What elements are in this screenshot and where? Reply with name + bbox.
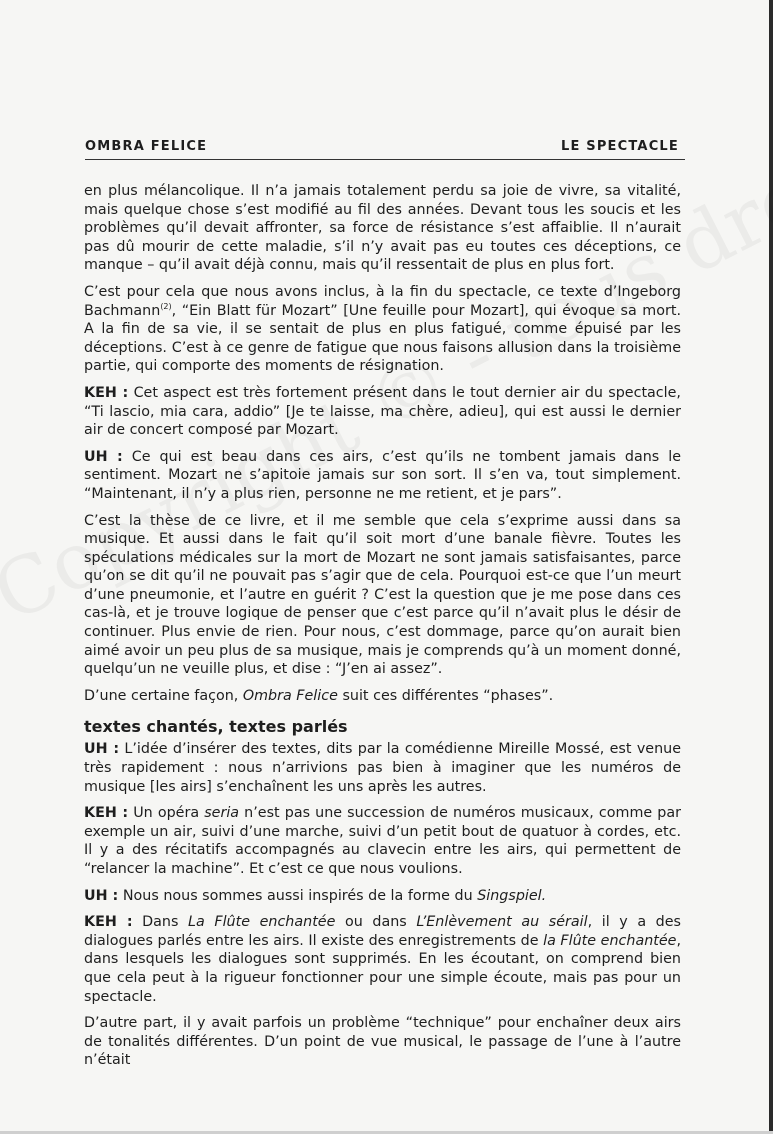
header-book-title: OMBRA FELICE (85, 139, 208, 154)
page-body (84, 182, 681, 1078)
speaker-label: UH : (84, 741, 120, 758)
paragraph (84, 512, 681, 679)
text-run: Nous nous sommes aussi inspirés de la forme du (118, 887, 478, 904)
text-run: L’idée d’insérer des textes, dits par la comédienne Mireille Mossé, est venue très rapidement : nous n’arrivions pas bien à imaginer que les numéros de musique [les airs] s’enchaînent les uns après les autres. (84, 741, 681, 795)
italic-title: La Flûte enchantée (188, 914, 336, 931)
paragraph (84, 687, 681, 706)
footnote-marker: (2) (160, 301, 172, 311)
text-run: D’autre part, il y avait parfois un problème “technique” pour enchaîner deux airs de tonalités différentes. D’un point de vue musical, le passage de l’une à l’autre n’était (84, 1015, 681, 1069)
text-run: C’est la thèse de ce livre, et il me semble que cela s’exprime aussi dans sa musique. Et aussi dans le fait qu’il soit mort d’une banale fièvre. Toutes les spéculations médicales sur la mort de Mozart ne sont jamais satisfaisantes, parce qu’on se dit qu’il ne pouvait pas s’agir que de cela. Pourquoi est-ce que l’un meurt d’une pneumonie, et l’autre en guérit ? C’est la question que je me pose dans ces cas-là, et je trouve logique de penser que c’est parce qu’il n’avait plus le désir de continuer. Plus envie de rien. Pour nous, c’est dommage, parce qu’on aurait bien aimé avoir un peu plus de sa musique, mais je comprends qu’à un moment donné, quelqu’un ne veuille plus, et dise : “J’en ai assez”. (84, 512, 681, 678)
paragraph (84, 182, 681, 275)
paragraph (84, 740, 681, 796)
italic-title: seria (204, 805, 240, 822)
body-text-part-2 (84, 740, 681, 1070)
body-text-part-1 (84, 182, 681, 705)
text-run: D’une certaine façon, (84, 687, 243, 704)
text-run: , “Ein Blatt für Mozart” [Une feuille pour Mozart], qui évoque sa mort. A la fin de sa vie, il se sentait de plus en plus fatigué, comme épuisé par les déceptions. C’est à ce genre de fatigue que nous faisons allusion dans la troisième partie, qui comporte des moments de résignation. (84, 302, 681, 375)
text-run: Cet aspect est très fortement présent dans le tout dernier air du spectacle, “Ti lascio, mia cara, addio” [Je te laisse, ma chère, adieu], qui est aussi le dernier air de concert composé par Mozart. (84, 384, 681, 439)
speaker-label: KEH : (84, 384, 129, 401)
italic-title: L’Enlèvement au sérail (416, 914, 588, 931)
text-run: suit ces différentes “phases”. (337, 687, 554, 704)
italic-title: Singspiel. (477, 887, 547, 904)
text-run: en plus mélancolique. Il n’a jamais totalement perdu sa joie de vivre, sa vitalité, mais quelque chose s’est modifié au fil des années. Devant tous les soucis et les problèmes qu’il devait affronter, sa force de résistance s’est affaiblie. Il n’aurait pas dû mourir de cette maladie, s’il n’y avait pas eu toutes ces déceptions, ce manque – qu’il avait déjà connu, mais qu’il ressentait de plus en plus fort. (84, 183, 681, 274)
paragraph (84, 887, 681, 906)
text-run: Un opéra (128, 805, 205, 822)
italic-title: Ombra Felice (242, 687, 338, 704)
speaker-label: UH : (84, 887, 119, 904)
text-run: C’est pour cela que nous avons inclus, à la fin du spectacle, ce texte d’Ingeborg Bachmann (84, 283, 681, 319)
text-run: , il y a des dialogues parlés entre les airs. Il existe des enregistrements de (84, 914, 681, 949)
paragraph (84, 283, 681, 376)
paragraph (84, 384, 681, 440)
text-run: ou dans (335, 914, 417, 931)
speaker-label: KEH : (84, 914, 133, 931)
italic-title: la Flûte enchantée (543, 932, 677, 949)
header-section-title: LE SPECTACLE (560, 139, 679, 154)
paragraph (84, 1014, 681, 1070)
section-heading: textes chantés, textes parlés (84, 717, 348, 737)
running-header (85, 137, 685, 160)
scan-edge (769, 0, 773, 1134)
text-run: Ce qui est beau dans ces airs, c’est qu’ils ne tombent jamais dans le sentiment. Mozart ne s’apitoie jamais sur son sort. Il s’en va, tout simplement. “Maintenant, il n’y a plus rien, personne ne me retient, et je pars”. (84, 448, 681, 502)
speaker-label: KEH : (84, 805, 129, 822)
paragraph (84, 448, 681, 504)
text-run: n’est pas une succession de numéros musicaux, comme par exemple un air, suivi d’une marche, suivi d’un petit bout de quatuor à cordes, etc. Il y a des récitatifs accompagnés au clavecin entre les airs, qui permettent de “relancer la machine”. Et c’est ce que nous voulions. (84, 805, 681, 877)
paragraph (84, 913, 681, 1006)
text-run: Dans (132, 914, 189, 931)
paragraph (84, 804, 681, 878)
speaker-label: UH : (84, 448, 123, 465)
text-run: , dans lesquels les dialogues sont supprimés. En les écoutant, on comprend bien que cela peut à la rigueur fonctionner pour une simple écoute, mais pas pour un spectacle. (84, 932, 682, 1005)
